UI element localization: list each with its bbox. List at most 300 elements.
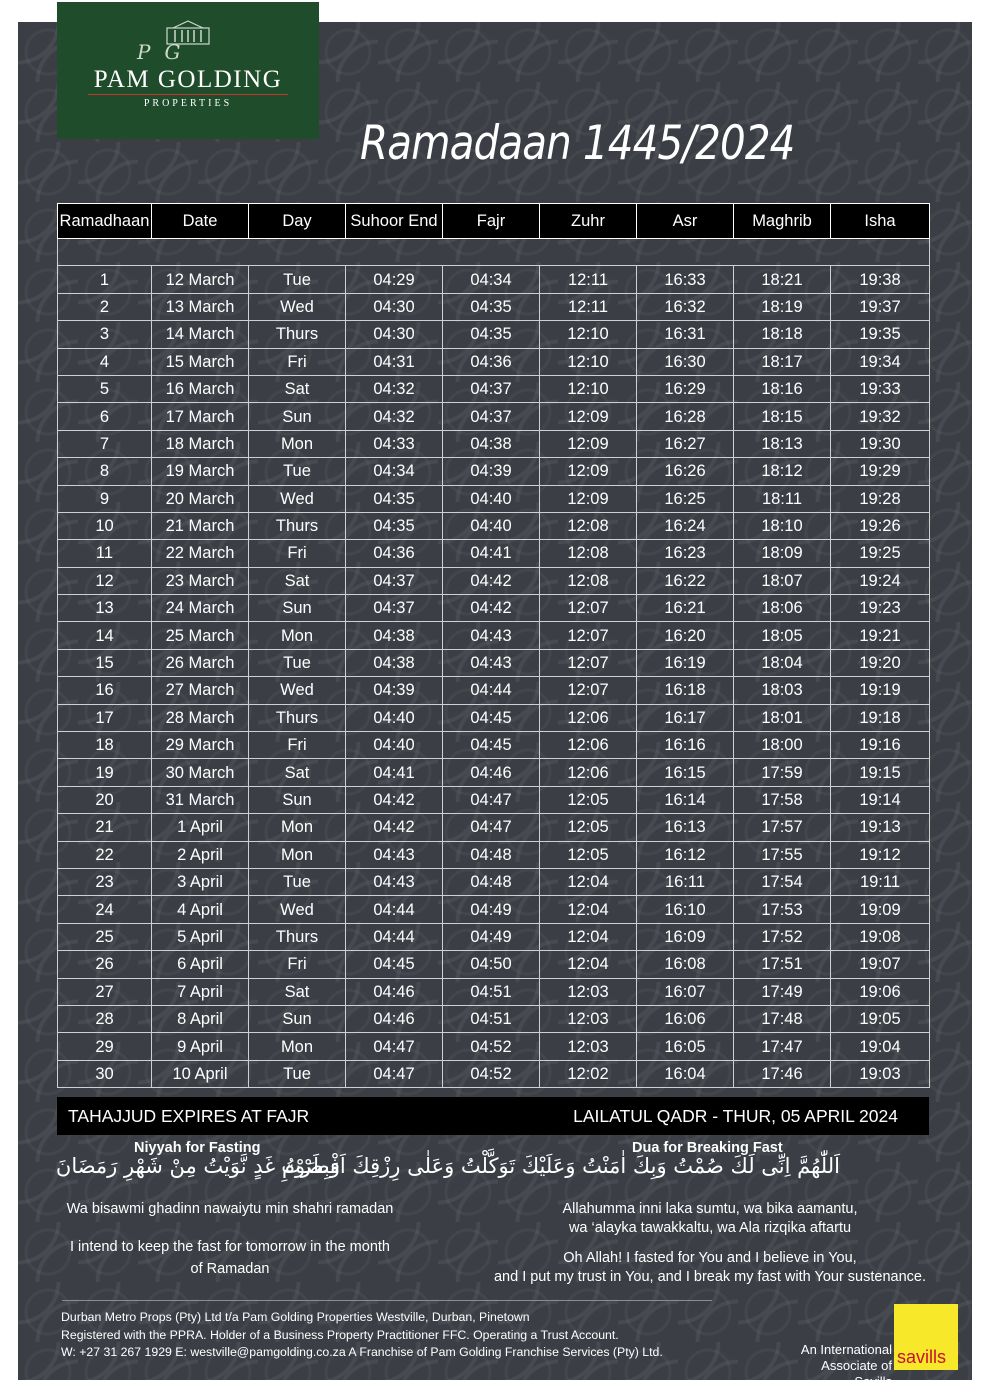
logo-rule [88, 94, 288, 95]
associate-line1: An International [800, 1342, 892, 1357]
cell-fajr: 04:43 [443, 622, 540, 649]
cell-day: Sat [249, 978, 346, 1005]
cell-zuhr: 12:04 [540, 868, 637, 895]
cell-date: 29 March [152, 732, 249, 759]
cell-asr: 16:23 [637, 540, 734, 567]
table-row [58, 430, 930, 457]
footer-line2: Registered with the PPRA. Holder of a Business Property Practitioner FFC. Operating a Trust Account. [61, 1328, 619, 1342]
cell-day: Wed [249, 293, 346, 320]
cell-isha: 19:30 [831, 430, 930, 457]
cell-date: 22 March [152, 540, 249, 567]
cell-suhoor-end: 04:47 [346, 1060, 443, 1087]
cell-zuhr: 12:04 [540, 951, 637, 978]
cell-fajr: 04:43 [443, 649, 540, 676]
cell-suhoor-end: 04:43 [346, 868, 443, 895]
cell-maghrib: 18:19 [734, 293, 831, 320]
cell-date: 4 April [152, 896, 249, 923]
cell-asr: 16:32 [637, 293, 734, 320]
cell-ramadhaan: 1 [58, 266, 152, 293]
dua-translation-line1: Oh Allah! I fasted for You and I believe in You, [563, 1250, 857, 1266]
cell-isha: 19:19 [831, 677, 930, 704]
prayer-times-table [57, 203, 930, 1088]
cell-maghrib: 18:21 [734, 266, 831, 293]
table-row [58, 841, 930, 868]
cell-suhoor-end: 04:44 [346, 896, 443, 923]
cell-day: Mon [249, 430, 346, 457]
cell-date: 23 March [152, 567, 249, 594]
cell-maghrib: 17:52 [734, 923, 831, 950]
table-row [58, 1060, 930, 1087]
table-row [58, 266, 930, 293]
cell-asr: 16:16 [637, 732, 734, 759]
cell-maghrib: 18:09 [734, 540, 831, 567]
cell-day: Thurs [249, 512, 346, 539]
cell-maghrib: 17:54 [734, 868, 831, 895]
cell-day: Sun [249, 1005, 346, 1032]
logo-monogram: PG [137, 40, 195, 64]
cell-ramadhaan: 23 [58, 868, 152, 895]
cell-maghrib: 17:57 [734, 814, 831, 841]
cell-date: 6 April [152, 951, 249, 978]
cell-zuhr: 12:09 [540, 403, 637, 430]
cell-isha: 19:05 [831, 1005, 930, 1032]
cell-ramadhaan: 14 [58, 622, 152, 649]
cell-date: 12 March [152, 266, 249, 293]
cell-suhoor-end: 04:42 [346, 786, 443, 813]
cell-ramadhaan: 24 [58, 896, 152, 923]
cell-zuhr: 12:03 [540, 978, 637, 1005]
niyyah-arabic: وَبِصَوْمِ غَدٍ نَّوَيْتُ مِنْ شَهْرِ رَمَضَانَ [55, 1154, 340, 1178]
cell-asr: 16:29 [637, 375, 734, 402]
header-day: Day [249, 204, 346, 239]
cell-isha: 19:07 [831, 951, 930, 978]
cell-suhoor-end: 04:38 [346, 649, 443, 676]
table-row [58, 896, 930, 923]
cell-ramadhaan: 10 [58, 512, 152, 539]
cell-suhoor-end: 04:32 [346, 375, 443, 402]
cell-zuhr: 12:04 [540, 896, 637, 923]
cell-fajr: 04:52 [443, 1060, 540, 1087]
cell-maghrib: 17:59 [734, 759, 831, 786]
cell-maghrib: 17:53 [734, 896, 831, 923]
cell-isha: 19:15 [831, 759, 930, 786]
cell-fajr: 04:38 [443, 430, 540, 457]
header-suhoor-end: Suhoor End [346, 204, 443, 239]
cell-suhoor-end: 04:39 [346, 677, 443, 704]
cell-ramadhaan: 26 [58, 951, 152, 978]
cell-date: 20 March [152, 485, 249, 512]
cell-isha: 19:18 [831, 704, 930, 731]
cell-asr: 16:10 [637, 896, 734, 923]
cell-day: Wed [249, 677, 346, 704]
table-row [58, 1033, 930, 1060]
dua-heading: Dua for Breaking Fast [632, 1140, 783, 1156]
cell-zuhr: 12:06 [540, 732, 637, 759]
cell-suhoor-end: 04:30 [346, 321, 443, 348]
table-row [58, 293, 930, 320]
cell-asr: 16:11 [637, 868, 734, 895]
cell-suhoor-end: 04:37 [346, 567, 443, 594]
cell-maghrib: 18:16 [734, 375, 831, 402]
cell-maghrib: 18:12 [734, 458, 831, 485]
cell-ramadhaan: 22 [58, 841, 152, 868]
cell-fajr: 04:35 [443, 293, 540, 320]
cell-zuhr: 12:07 [540, 649, 637, 676]
cell-isha: 19:26 [831, 512, 930, 539]
niyyah-heading: Niyyah for Fasting [134, 1140, 261, 1156]
cell-zuhr: 12:10 [540, 348, 637, 375]
cell-asr: 16:30 [637, 348, 734, 375]
cell-ramadhaan: 6 [58, 403, 152, 430]
cell-isha: 19:35 [831, 321, 930, 348]
cell-date: 3 April [152, 868, 249, 895]
cell-day: Fri [249, 348, 346, 375]
cell-day: Tue [249, 649, 346, 676]
table-row [58, 485, 930, 512]
table-row [58, 759, 930, 786]
cell-day: Fri [249, 732, 346, 759]
cell-ramadhaan: 4 [58, 348, 152, 375]
cell-fajr: 04:51 [443, 1005, 540, 1032]
cell-fajr: 04:35 [443, 321, 540, 348]
cell-zuhr: 12:07 [540, 677, 637, 704]
savills-wordmark: savills [897, 1347, 947, 1367]
cell-date: 8 April [152, 1005, 249, 1032]
dua-transliteration-line1: Allahumma inni laka sumtu, wa bika aamantu, [562, 1201, 858, 1217]
cell-date: 26 March [152, 649, 249, 676]
cell-fajr: 04:44 [443, 677, 540, 704]
cell-zuhr: 12:08 [540, 512, 637, 539]
cell-fajr: 04:36 [443, 348, 540, 375]
cell-day: Sat [249, 567, 346, 594]
cell-isha: 19:37 [831, 293, 930, 320]
cell-maghrib: 18:18 [734, 321, 831, 348]
cell-fajr: 04:41 [443, 540, 540, 567]
header-fajr: Fajr [443, 204, 540, 239]
cell-isha: 19:25 [831, 540, 930, 567]
cell-zuhr: 12:08 [540, 540, 637, 567]
cell-zuhr: 12:07 [540, 595, 637, 622]
cell-date: 25 March [152, 622, 249, 649]
cell-maghrib: 17:48 [734, 1005, 831, 1032]
logo-name: PAM GOLDING [93, 66, 283, 93]
cell-ramadhaan: 16 [58, 677, 152, 704]
cell-fajr: 04:39 [443, 458, 540, 485]
cell-date: 28 March [152, 704, 249, 731]
cell-suhoor-end: 04:45 [346, 951, 443, 978]
header-zuhr: Zuhr [540, 204, 637, 239]
cell-fajr: 04:48 [443, 868, 540, 895]
niyyah-translation-line2: of Ramadan [190, 1261, 270, 1277]
cell-isha: 19:08 [831, 923, 930, 950]
cell-asr: 16:20 [637, 622, 734, 649]
cell-maghrib: 18:03 [734, 677, 831, 704]
cell-asr: 16:22 [637, 567, 734, 594]
cell-isha: 19:12 [831, 841, 930, 868]
page-title: Ramadaan 1445/2024 [360, 116, 795, 171]
cell-date: 18 March [152, 430, 249, 457]
cell-asr: 16:26 [637, 458, 734, 485]
table-row [58, 923, 930, 950]
savills-logo [894, 1304, 958, 1370]
niyyah-transliteration: Wa bisawmi ghadinn nawaiytu min shahri ramadan [66, 1201, 394, 1217]
cell-date: 16 March [152, 375, 249, 402]
cell-zuhr: 12:10 [540, 321, 637, 348]
cell-suhoor-end: 04:35 [346, 485, 443, 512]
cell-asr: 16:31 [637, 321, 734, 348]
cell-maghrib: 18:01 [734, 704, 831, 731]
cell-zuhr: 12:04 [540, 923, 637, 950]
cell-isha: 19:24 [831, 567, 930, 594]
tahajjud-notice: TAHAJJUD EXPIRES AT FAJR [68, 1106, 310, 1126]
footer-divider [62, 1300, 712, 1301]
cell-maghrib: 18:05 [734, 622, 831, 649]
cell-day: Mon [249, 622, 346, 649]
table-row [58, 540, 930, 567]
cell-date: 14 March [152, 321, 249, 348]
table-row [58, 348, 930, 375]
cell-zuhr: 12:11 [540, 293, 637, 320]
table-row [58, 321, 930, 348]
table-row [58, 595, 930, 622]
cell-maghrib: 17:47 [734, 1033, 831, 1060]
cell-fajr: 04:40 [443, 512, 540, 539]
cell-zuhr: 12:05 [540, 786, 637, 813]
header-date: Date [152, 204, 249, 239]
table-row [58, 622, 930, 649]
table-row [58, 403, 930, 430]
cell-ramadhaan: 17 [58, 704, 152, 731]
cell-asr: 16:24 [637, 512, 734, 539]
cell-ramadhaan: 5 [58, 375, 152, 402]
cell-isha: 19:03 [831, 1060, 930, 1087]
cell-maghrib: 18:11 [734, 485, 831, 512]
table-row [58, 1005, 930, 1032]
cell-ramadhaan: 8 [58, 458, 152, 485]
cell-isha: 19:20 [831, 649, 930, 676]
cell-zuhr: 12:11 [540, 266, 637, 293]
cell-zuhr: 12:09 [540, 485, 637, 512]
cell-maghrib: 18:15 [734, 403, 831, 430]
cell-zuhr: 12:07 [540, 622, 637, 649]
cell-isha: 19:06 [831, 978, 930, 1005]
associate-line2: Associate of Savills [821, 1358, 892, 1389]
cell-ramadhaan: 20 [58, 786, 152, 813]
cell-suhoor-end: 04:46 [346, 978, 443, 1005]
cell-isha: 19:23 [831, 595, 930, 622]
header-maghrib: Maghrib [734, 204, 831, 239]
cell-maghrib: 17:55 [734, 841, 831, 868]
cell-zuhr: 12:09 [540, 430, 637, 457]
cell-asr: 16:18 [637, 677, 734, 704]
cell-maghrib: 18:06 [734, 595, 831, 622]
lailatul-qadr-notice: LAILATUL QADR - THUR, 05 APRIL 2024 [573, 1106, 898, 1126]
cell-suhoor-end: 04:42 [346, 814, 443, 841]
cell-day: Mon [249, 1033, 346, 1060]
cell-asr: 16:14 [637, 786, 734, 813]
cell-day: Sun [249, 403, 346, 430]
cell-asr: 16:27 [637, 430, 734, 457]
header-ramadhaan: Ramadhaan [58, 204, 152, 239]
cell-suhoor-end: 04:36 [346, 540, 443, 567]
footer-line3: W: +27 31 267 1929 E: westville@pamgolding.co.za A Franchise of Pam Golding Franchise Services (Pty) Ltd. [61, 1345, 663, 1359]
cell-date: 1 April [152, 814, 249, 841]
cell-zuhr: 12:10 [540, 375, 637, 402]
cell-asr: 16:06 [637, 1005, 734, 1032]
cell-date: 30 March [152, 759, 249, 786]
cell-zuhr: 12:08 [540, 567, 637, 594]
cell-ramadhaan: 28 [58, 1005, 152, 1032]
cell-ramadhaan: 18 [58, 732, 152, 759]
cell-ramadhaan: 29 [58, 1033, 152, 1060]
cell-ramadhaan: 9 [58, 485, 152, 512]
cell-suhoor-end: 04:35 [346, 512, 443, 539]
cell-fajr: 04:51 [443, 978, 540, 1005]
cell-suhoor-end: 04:32 [346, 403, 443, 430]
cell-maghrib: 17:51 [734, 951, 831, 978]
cell-isha: 19:16 [831, 732, 930, 759]
cell-fajr: 04:47 [443, 786, 540, 813]
cell-suhoor-end: 04:46 [346, 1005, 443, 1032]
cell-asr: 16:07 [637, 978, 734, 1005]
cell-date: 31 March [152, 786, 249, 813]
cell-isha: 19:32 [831, 403, 930, 430]
cell-ramadhaan: 12 [58, 567, 152, 594]
cell-ramadhaan: 13 [58, 595, 152, 622]
cell-suhoor-end: 04:38 [346, 622, 443, 649]
cell-asr: 16:15 [637, 759, 734, 786]
cell-day: Sun [249, 786, 346, 813]
cell-day: Thurs [249, 321, 346, 348]
cell-asr: 16:19 [637, 649, 734, 676]
cell-zuhr: 12:06 [540, 704, 637, 731]
cell-suhoor-end: 04:47 [346, 1033, 443, 1060]
cell-suhoor-end: 04:41 [346, 759, 443, 786]
table-header-row [58, 204, 930, 239]
cell-zuhr: 12:03 [540, 1033, 637, 1060]
notice-bar [57, 1097, 929, 1135]
cell-isha: 19:04 [831, 1033, 930, 1060]
cell-maghrib: 18:13 [734, 430, 831, 457]
cell-date: 2 April [152, 841, 249, 868]
cell-suhoor-end: 04:29 [346, 266, 443, 293]
cell-day: Sat [249, 375, 346, 402]
cell-zuhr: 12:03 [540, 1005, 637, 1032]
cell-fajr: 04:45 [443, 704, 540, 731]
cell-date: 15 March [152, 348, 249, 375]
cell-zuhr: 12:02 [540, 1060, 637, 1087]
niyyah-translation-line1: I intend to keep the fast for tomorrow in the month [70, 1239, 390, 1255]
cell-asr: 16:13 [637, 814, 734, 841]
cell-suhoor-end: 04:40 [346, 704, 443, 731]
header-asr: Asr [637, 204, 734, 239]
table-row [58, 732, 930, 759]
cell-date: 10 April [152, 1060, 249, 1087]
cell-date: 9 April [152, 1033, 249, 1060]
cell-suhoor-end: 04:40 [346, 732, 443, 759]
cell-ramadhaan: 2 [58, 293, 152, 320]
table-row [58, 868, 930, 895]
cell-ramadhaan: 27 [58, 978, 152, 1005]
cell-day: Tue [249, 868, 346, 895]
cell-ramadhaan: 15 [58, 649, 152, 676]
cell-maghrib: 18:17 [734, 348, 831, 375]
cell-fajr: 04:45 [443, 732, 540, 759]
cell-fajr: 04:42 [443, 567, 540, 594]
cell-maghrib: 17:58 [734, 786, 831, 813]
cell-suhoor-end: 04:34 [346, 458, 443, 485]
cell-fajr: 04:37 [443, 403, 540, 430]
cell-isha: 19:38 [831, 266, 930, 293]
cell-suhoor-end: 04:33 [346, 430, 443, 457]
cell-fajr: 04:42 [443, 595, 540, 622]
cell-date: 27 March [152, 677, 249, 704]
cell-day: Fri [249, 951, 346, 978]
cell-isha: 19:21 [831, 622, 930, 649]
cell-day: Wed [249, 485, 346, 512]
cell-suhoor-end: 04:44 [346, 923, 443, 950]
cell-zuhr: 12:05 [540, 814, 637, 841]
dua-arabic: اَللّٰهُمَّ اِنِّى لَكَ صُمْتُ وَبِكَ اٰمَنْتُ وَعَلَيْكَ تَوَكَّلْتُ وَعَلٰى رِزْقِكَ اَفْطَرْتُ [281, 1154, 840, 1178]
cell-ramadhaan: 11 [58, 540, 152, 567]
pam-golding-logo [57, 2, 319, 139]
cell-date: 13 March [152, 293, 249, 320]
cell-fajr: 04:40 [443, 485, 540, 512]
cell-maghrib: 18:00 [734, 732, 831, 759]
cell-fajr: 04:48 [443, 841, 540, 868]
cell-asr: 16:33 [637, 266, 734, 293]
cell-suhoor-end: 04:43 [346, 841, 443, 868]
cell-ramadhaan: 19 [58, 759, 152, 786]
cell-fajr: 04:47 [443, 814, 540, 841]
dua-translation-line2: and I put my trust in You, and I break my fast with Your sustenance. [493, 1269, 927, 1285]
cell-zuhr: 12:05 [540, 841, 637, 868]
table-row [58, 649, 930, 676]
cell-asr: 16:17 [637, 704, 734, 731]
table-row [58, 512, 930, 539]
savills-associate-text [788, 1342, 892, 1390]
cell-date: 19 March [152, 458, 249, 485]
cell-fajr: 04:34 [443, 266, 540, 293]
cell-day: Thurs [249, 923, 346, 950]
cell-date: 17 March [152, 403, 249, 430]
table-row [58, 814, 930, 841]
table-row [58, 786, 930, 813]
table-body [58, 239, 930, 1088]
table-row [58, 375, 930, 402]
cell-date: 7 April [152, 978, 249, 1005]
cell-ramadhaan: 3 [58, 321, 152, 348]
cell-day: Tue [249, 1060, 346, 1087]
cell-maghrib: 17:46 [734, 1060, 831, 1087]
cell-isha: 19:13 [831, 814, 930, 841]
cell-fajr: 04:37 [443, 375, 540, 402]
cell-isha: 19:14 [831, 786, 930, 813]
cell-day: Tue [249, 266, 346, 293]
cell-asr: 16:05 [637, 1033, 734, 1060]
table-row [58, 978, 930, 1005]
logo-sub: PROPERTIES [143, 98, 233, 109]
cell-maghrib: 17:49 [734, 978, 831, 1005]
table-row [58, 951, 930, 978]
table-row [58, 458, 930, 485]
cell-asr: 16:21 [637, 595, 734, 622]
cell-zuhr: 12:09 [540, 458, 637, 485]
cell-asr: 16:28 [637, 403, 734, 430]
cell-ramadhaan: 7 [58, 430, 152, 457]
cell-ramadhaan: 21 [58, 814, 152, 841]
cell-asr: 16:12 [637, 841, 734, 868]
